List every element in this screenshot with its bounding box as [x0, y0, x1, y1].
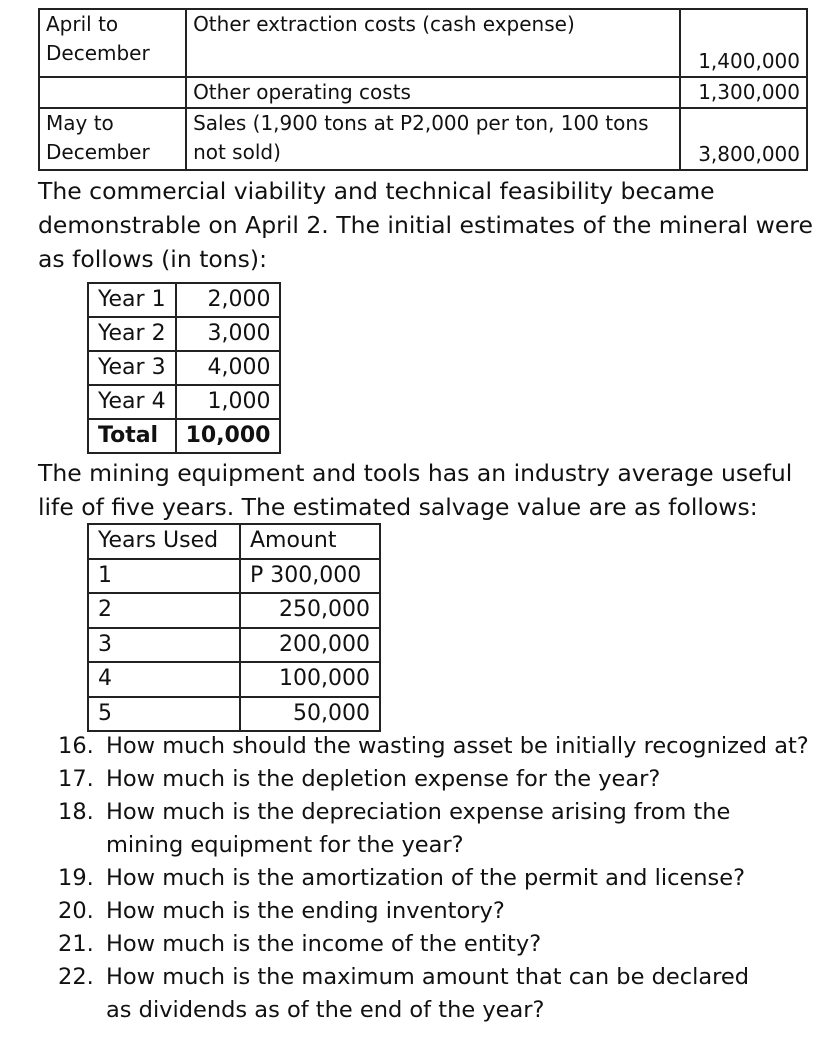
year-label: Year 2 [88, 317, 176, 351]
question-text: How much is the depreciation expense arising from the mining equipment for the year? [106, 799, 731, 858]
amount-cell: 250,000 [240, 593, 380, 628]
list-item [58, 961, 818, 1027]
amount-cell: 1,400,000 [680, 9, 807, 77]
tons-value: 2,000 [176, 283, 281, 317]
header-row [88, 524, 380, 559]
table-row [88, 317, 280, 351]
table-row [39, 9, 807, 77]
year-label: Year 4 [88, 385, 176, 419]
table-row [88, 283, 280, 317]
amount-cell: 100,000 [240, 662, 380, 697]
table-row [88, 662, 380, 697]
question-number: 18. [58, 799, 94, 825]
description-cell: Sales (1,900 tons at P2,000 per ton, 100 tons not sold) [186, 108, 680, 170]
years-used-cell: 3 [88, 628, 240, 663]
period-cell: April to December [39, 9, 186, 77]
header-amount: Amount [240, 524, 380, 559]
tons-value: 4,000 [176, 351, 281, 385]
year-label: Year 3 [88, 351, 176, 385]
total-row [88, 419, 280, 453]
amount-cell: 3,800,000 [680, 108, 807, 170]
question-text: How much is the ending inventory? [106, 898, 505, 924]
question-text: How much should the wasting asset be initially recognized at? [106, 733, 809, 759]
total-label: Total [88, 419, 176, 453]
question-text: How much is the income of the entity? [106, 931, 542, 957]
question-number: 21. [58, 931, 94, 957]
question-number: 20. [58, 898, 94, 924]
description-cell [186, 9, 680, 77]
years-used-cell: 5 [88, 697, 240, 732]
list-item [58, 796, 818, 862]
description-text: Other extraction costs (cash expense) [193, 12, 575, 36]
tons-value: 1,000 [176, 385, 281, 419]
years-used-cell: 2 [88, 593, 240, 628]
question-text: How much is the depletion expense for the year? [106, 766, 661, 792]
transactions-table [38, 8, 808, 171]
description-cell: Other operating costs [186, 77, 680, 108]
years-used-cell: 4 [88, 662, 240, 697]
table-row [88, 697, 380, 732]
table-row [39, 77, 807, 108]
period-cell: May to December [39, 108, 186, 170]
table-row [39, 108, 807, 170]
question-number: 22. [58, 964, 94, 990]
amount-cell: 1,300,000 [680, 77, 807, 108]
list-item [58, 862, 818, 895]
table-row [88, 559, 380, 594]
tons-table [87, 282, 281, 454]
total-value: 10,000 [176, 419, 281, 453]
amount-cell: 200,000 [240, 628, 380, 663]
tons-value: 3,000 [176, 317, 281, 351]
question-number: 19. [58, 865, 94, 891]
table-row [88, 385, 280, 419]
question-number: 17. [58, 766, 94, 792]
list-item [58, 895, 818, 928]
table-row [88, 593, 380, 628]
table-row [88, 628, 380, 663]
paragraph-viability: The commercial viability and technical feasibility became demonstrable on April 2. The initial estimates of the mineral were as follows (in tons): [38, 177, 813, 273]
header-years-used: Years Used [88, 524, 240, 559]
year-label: Year 1 [88, 283, 176, 317]
paragraph-equipment: The mining equipment and tools has an industry average useful life of five years. The estimated salvage value are as follows: [38, 459, 793, 521]
list-item [58, 763, 818, 796]
list-item [58, 928, 818, 961]
question-number: 16. [58, 733, 94, 759]
period-cell [39, 77, 186, 108]
table-row [88, 351, 280, 385]
amount-cell: 50,000 [240, 697, 380, 732]
amount-cell: P 300,000 [240, 559, 380, 594]
question-text: How much is the maximum amount that can be declared as dividends as of the end of the year? [106, 964, 749, 1023]
years-used-cell: 1 [88, 559, 240, 594]
list-item [58, 730, 818, 763]
question-text: How much is the amortization of the permit and license? [106, 865, 746, 891]
salvage-table [87, 523, 381, 732]
question-list [58, 730, 818, 1027]
